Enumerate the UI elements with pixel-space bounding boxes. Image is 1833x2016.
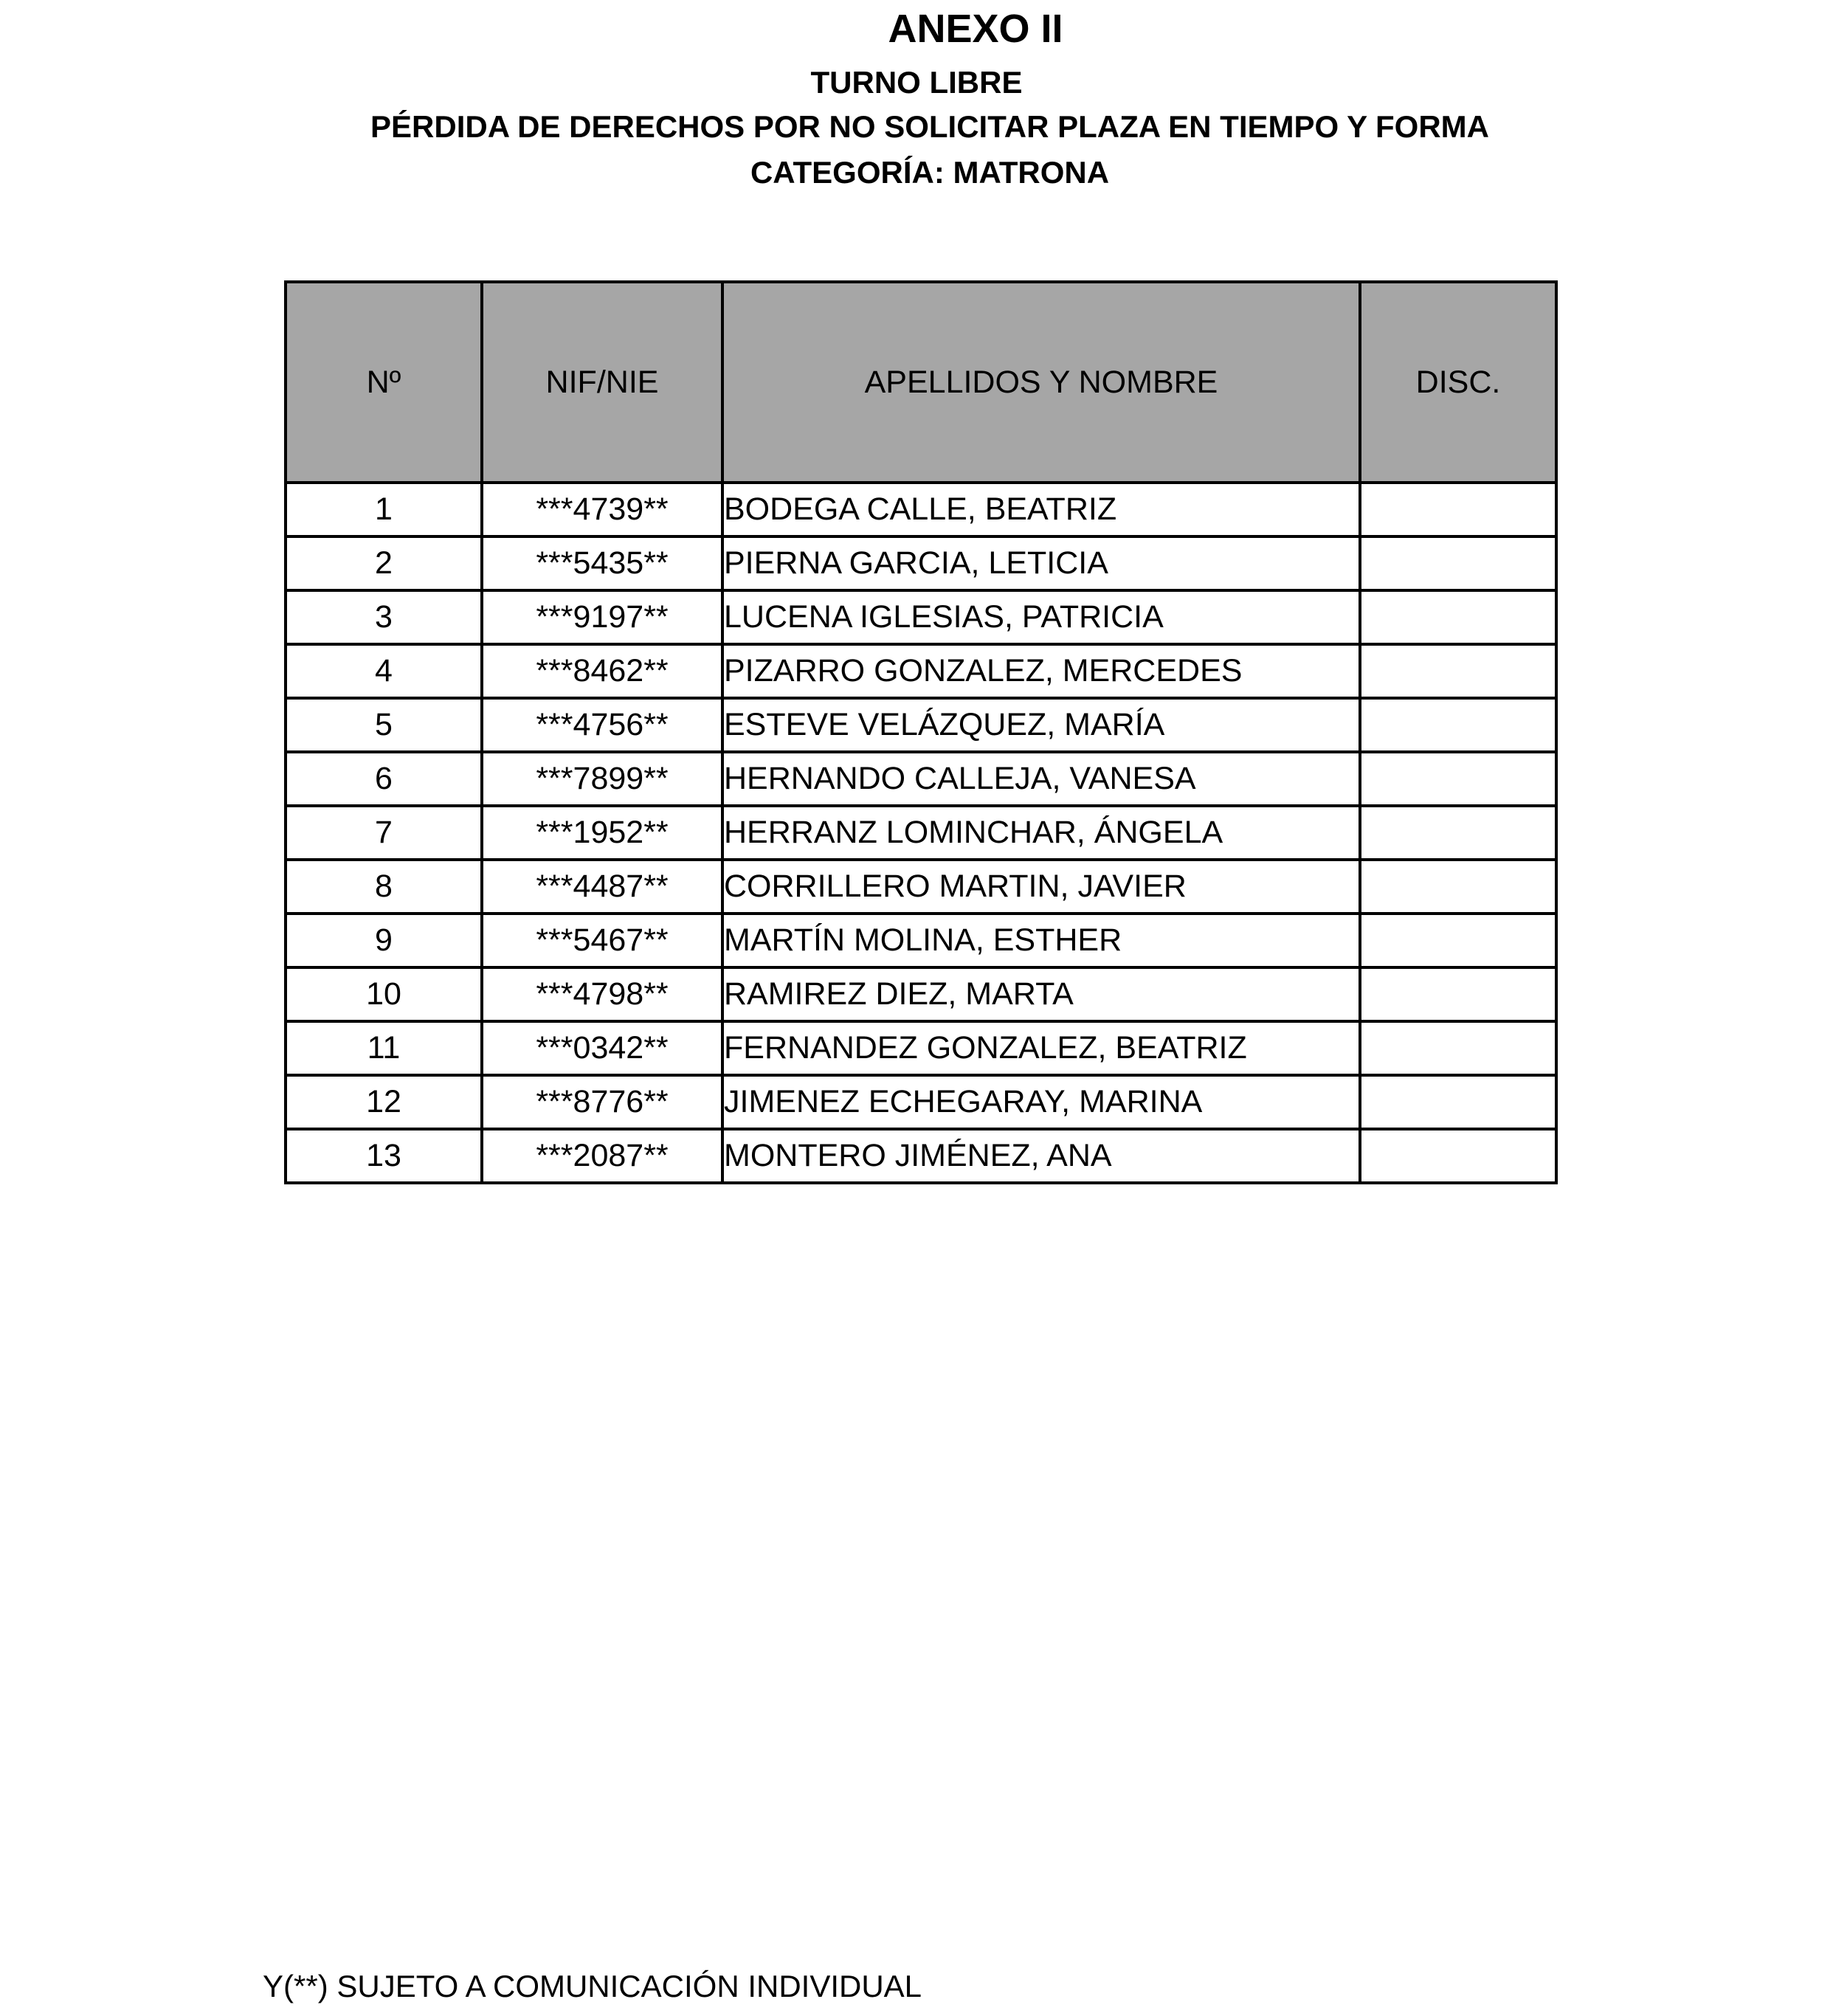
row-number: 2 bbox=[286, 536, 482, 590]
candidates-table bbox=[284, 280, 1558, 1184]
row-nif: ***1952** bbox=[482, 806, 722, 860]
row-number: 8 bbox=[286, 860, 482, 914]
row-number: 4 bbox=[286, 644, 482, 698]
row-nif: ***4798** bbox=[482, 967, 722, 1021]
table-row bbox=[286, 914, 1556, 967]
row-disc bbox=[1360, 536, 1556, 590]
table-row bbox=[286, 967, 1556, 1021]
row-nif: ***0342** bbox=[482, 1021, 722, 1075]
table-row bbox=[286, 1021, 1556, 1075]
row-disc bbox=[1360, 752, 1556, 806]
row-disc bbox=[1360, 1129, 1556, 1183]
footer-note: Y(**) SUJETO A COMUNICACIÓN INDIVIDUAL bbox=[263, 1969, 922, 2003]
annex-title: ANEXO II bbox=[888, 7, 1063, 51]
row-nif: ***9197** bbox=[482, 590, 722, 644]
column-header-nif: NIF/NIE bbox=[482, 282, 722, 483]
category-heading: CATEGORÍA: MATRONA bbox=[750, 155, 1110, 190]
row-name: PIZARRO GONZALEZ, MERCEDES bbox=[722, 644, 1360, 698]
row-number: 11 bbox=[286, 1021, 482, 1075]
column-header-name: APELLIDOS Y NOMBRE bbox=[722, 282, 1360, 483]
row-disc bbox=[1360, 806, 1556, 860]
table-row bbox=[286, 1075, 1556, 1129]
row-nif: ***5467** bbox=[482, 914, 722, 967]
row-number: 6 bbox=[286, 752, 482, 806]
row-number: 3 bbox=[286, 590, 482, 644]
table-row bbox=[286, 1129, 1556, 1183]
table-header-row bbox=[286, 282, 1556, 483]
row-name: CORRILLERO MARTIN, JAVIER bbox=[722, 860, 1360, 914]
table-row bbox=[286, 698, 1556, 752]
shift-subtitle: TURNO LIBRE bbox=[810, 65, 1023, 100]
row-number: 12 bbox=[286, 1075, 482, 1129]
row-nif: ***8462** bbox=[482, 644, 722, 698]
row-disc bbox=[1360, 1075, 1556, 1129]
row-number: 13 bbox=[286, 1129, 482, 1183]
table-row bbox=[286, 752, 1556, 806]
row-number: 5 bbox=[286, 698, 482, 752]
row-nif: ***5435** bbox=[482, 536, 722, 590]
table-row bbox=[286, 806, 1556, 860]
row-name: FERNANDEZ GONZALEZ, BEATRIZ bbox=[722, 1021, 1360, 1075]
row-nif: ***4739** bbox=[482, 483, 722, 536]
row-number: 10 bbox=[286, 967, 482, 1021]
row-name: LUCENA IGLESIAS, PATRICIA bbox=[722, 590, 1360, 644]
row-name: MONTERO JIMÉNEZ, ANA bbox=[722, 1129, 1360, 1183]
row-name: HERRANZ LOMINCHAR, ÁNGELA bbox=[722, 806, 1360, 860]
row-number: 1 bbox=[286, 483, 482, 536]
row-number: 9 bbox=[286, 914, 482, 967]
column-header-number: Nº bbox=[286, 282, 482, 483]
table-row bbox=[286, 483, 1556, 536]
column-header-disc: DISC. bbox=[1360, 282, 1556, 483]
row-name: PIERNA GARCIA, LETICIA bbox=[722, 536, 1360, 590]
row-nif: ***2087** bbox=[482, 1129, 722, 1183]
row-disc bbox=[1360, 590, 1556, 644]
table-row bbox=[286, 860, 1556, 914]
table-row bbox=[286, 536, 1556, 590]
row-disc bbox=[1360, 860, 1556, 914]
row-name: MARTÍN MOLINA, ESTHER bbox=[722, 914, 1360, 967]
row-disc bbox=[1360, 483, 1556, 536]
row-nif: ***8776** bbox=[482, 1075, 722, 1129]
subject-heading: PÉRDIDA DE DERECHOS POR NO SOLICITAR PLAZA EN TIEMPO Y FORMA bbox=[370, 109, 1489, 144]
row-name: HERNANDO CALLEJA, VANESA bbox=[722, 752, 1360, 806]
row-name: JIMENEZ ECHEGARAY, MARINA bbox=[722, 1075, 1360, 1129]
table-row bbox=[286, 590, 1556, 644]
table-row bbox=[286, 644, 1556, 698]
row-number: 7 bbox=[286, 806, 482, 860]
row-disc bbox=[1360, 967, 1556, 1021]
row-nif: ***4487** bbox=[482, 860, 722, 914]
row-disc bbox=[1360, 1021, 1556, 1075]
row-nif: ***7899** bbox=[482, 752, 722, 806]
row-nif: ***4756** bbox=[482, 698, 722, 752]
row-name: ESTEVE VELÁZQUEZ, MARÍA bbox=[722, 698, 1360, 752]
row-disc bbox=[1360, 914, 1556, 967]
row-disc bbox=[1360, 644, 1556, 698]
row-disc bbox=[1360, 698, 1556, 752]
row-name: BODEGA CALLE, BEATRIZ bbox=[722, 483, 1360, 536]
row-name: RAMIREZ DIEZ, MARTA bbox=[722, 967, 1360, 1021]
